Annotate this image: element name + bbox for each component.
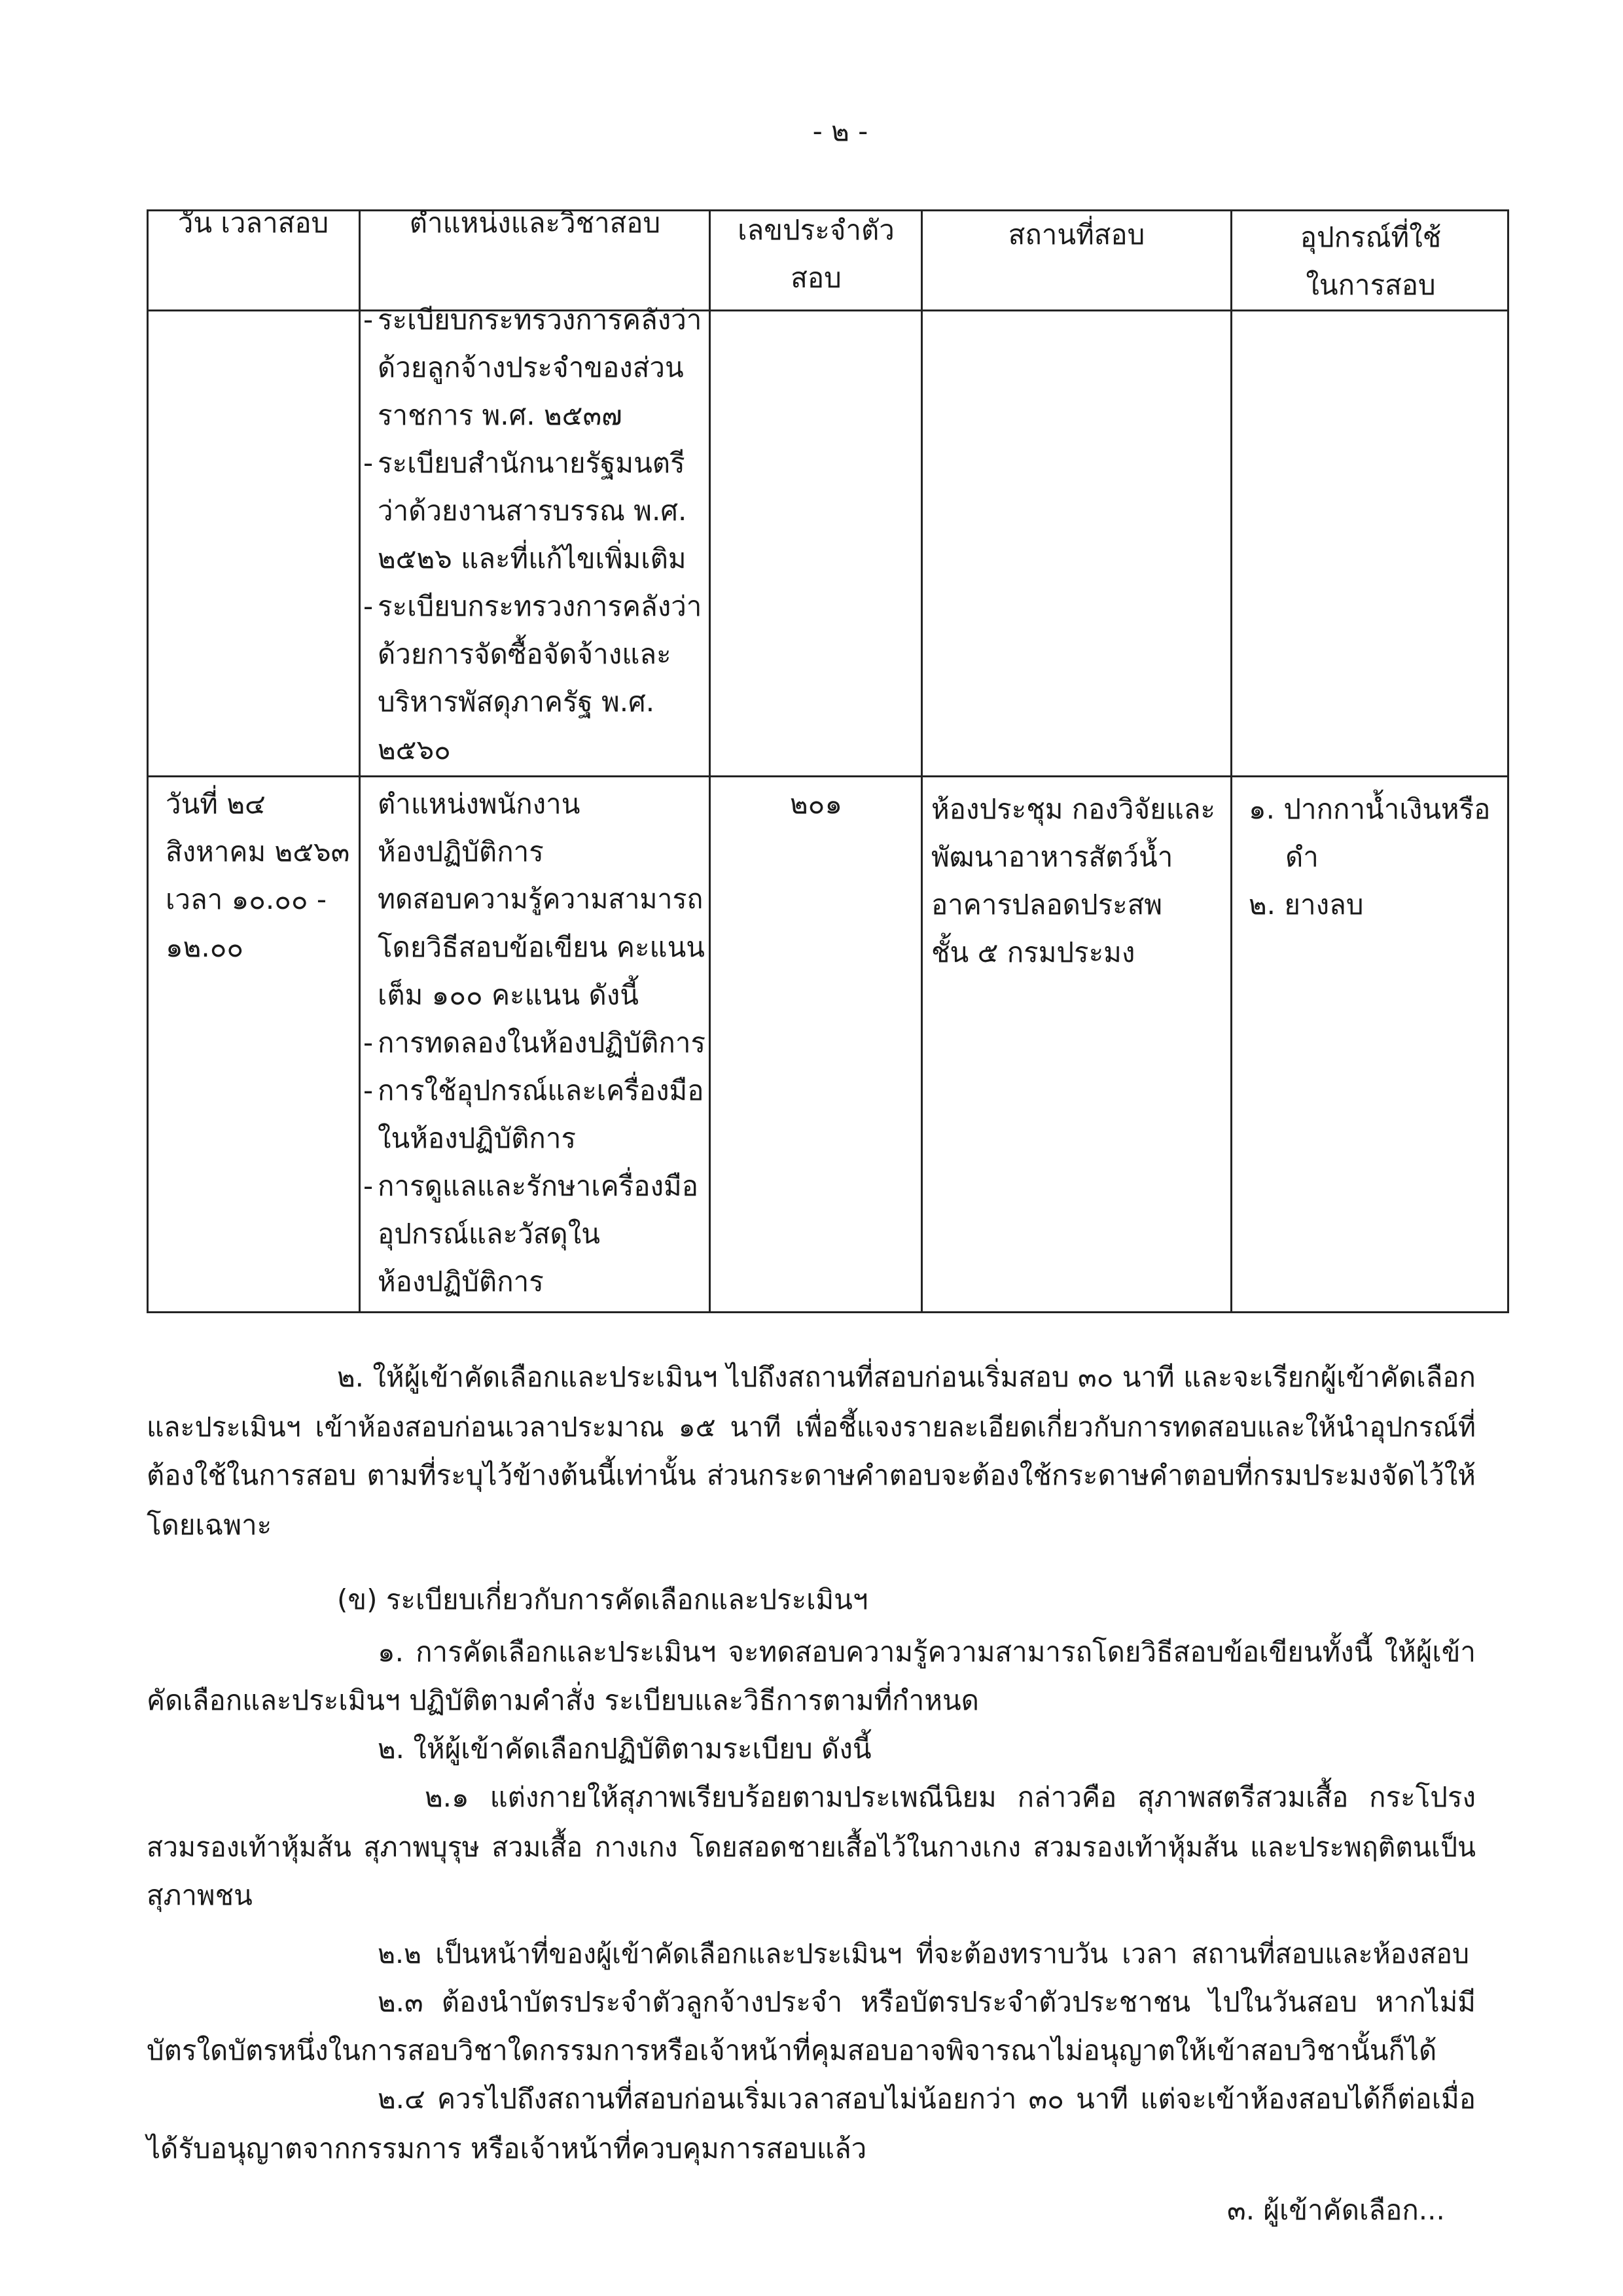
table-row-1-position-subject — [363, 296, 707, 773]
header-text: เลขประจำตัว — [738, 214, 895, 246]
subject-line — [363, 296, 707, 344]
dash-marker: - — [363, 590, 374, 622]
paragraph-line: ๒.๑ แต่งกายให้สุภาพเรียบร้อยตามประเพณีนิยม กล่าวคือ สุภาพสตรีสวมเสื้อ กระโปรง — [425, 1781, 1476, 1813]
equipment-line: ดำ — [1285, 841, 1319, 873]
table-header-position-subject — [360, 199, 710, 247]
subject-line: บริหารพัสดุภาครัฐ พ.ศ. — [378, 686, 655, 718]
equipment-line: ๑. ปากกาน้ำเงินหรือ — [1249, 793, 1491, 825]
table-column-divider — [709, 209, 711, 1313]
page-number: - ๒ - — [812, 115, 868, 147]
subject-line-text: การดูแลและรักษาเครื่องมือ — [378, 1170, 698, 1202]
venue-line: อาคารปลอดประสพ — [931, 889, 1163, 921]
subject-line: โดยวิธีสอบข้อเขียน คะแนน — [378, 931, 705, 963]
subject-line: เต็ม ๑๐๐ คะแนน ดังนี้ — [378, 979, 639, 1011]
table-row-2-position-subject — [363, 780, 707, 1305]
date-time-line: เวลา ๑๐.๐๐ - — [166, 883, 327, 915]
subject-line: ราชการ พ.ศ. ๒๕๓๗ — [378, 399, 622, 431]
subject-line — [363, 1067, 707, 1114]
venue-line: ห้องประชุม กองวิจัยและ — [931, 793, 1216, 825]
paragraph-line: ๒. ให้ผู้เข้าคัดเลือกและประเมินฯ ไปถึงสถานที่สอบก่อนเริ่มสอบ ๓๐ นาที และจะเรียกผู้เข้าคัดเลือก — [337, 1361, 1476, 1393]
table-row-2-venue — [931, 785, 1227, 976]
subject-line: ห้องปฏิบัติการ — [378, 836, 544, 868]
table-row-2-equipment — [1249, 785, 1504, 928]
paragraph-line: บัตรใดบัตรหนึ่งในการสอบวิชาใดกรรมการหรือเจ้าหน้าที่คุมสอบอาจพิจารณาไม่อนุญาตให้เข้าสอบวิชานั้นก็ได้ — [147, 2034, 1437, 2066]
subject-line: ตำแหน่งพนักงาน — [378, 788, 580, 820]
table-header-exam-id — [710, 206, 922, 302]
table-column-divider — [921, 209, 923, 1313]
paragraph-line: สวมรองเท้าหุ้มส้น สุภาพบุรุษ สวมเสื้อ กางเกง โดยสอดชายเสื้อไว้ในกางเกง สวมรองเท้าหุ้มส้น และประพฤติตนเป็น — [147, 1831, 1476, 1863]
paragraph-line: ๒. ให้ผู้เข้าคัดเลือกปฏิบัติตามระเบียบ ดังนี้ — [378, 1733, 872, 1765]
paragraph-line: ๒.๒ เป็นหน้าที่ของผู้เข้าคัดเลือกและประเมินฯ ที่จะต้องทราบวัน เวลา สถานที่สอบและห้องสอบ — [378, 1938, 1469, 1969]
dash-marker: - — [363, 1027, 374, 1059]
subject-line: ๒๕๖๐ — [378, 733, 451, 766]
subject-line-text: การใช้อุปกรณ์และเครื่องมือ — [378, 1074, 704, 1106]
paragraph-line: ๒.๓ ต้องนำบัตรประจำตัวลูกจ้างประจำ หรือบัตรประจำตัวประชาชน ไปในวันสอบ หากไม่มี — [378, 1986, 1476, 2018]
header-text: ตำแหน่งและวิชาสอบ — [409, 207, 661, 239]
table-border — [147, 209, 1509, 1313]
table-row-2-date-time — [166, 780, 355, 971]
paragraph-line: ต้องใช้ในการสอบ ตามที่ระบุไว้ข้างต้นนี้เท่านั้น ส่วนกระดาษคำตอบจะต้องใช้กระดาษคำตอบที่กรมประมงจัดไว้ให้ — [147, 1459, 1476, 1491]
date-time-line: วันที่ ๒๔ — [166, 788, 266, 820]
subject-line — [363, 1019, 707, 1067]
subject-line: ด้วยลูกจ้างประจำของส่วน — [378, 351, 684, 383]
header-text: สอบ — [791, 262, 842, 294]
subject-line — [363, 582, 707, 630]
dash-marker: - — [363, 447, 374, 479]
subject-line: ๒๕๒๖ และที่แก้ไขเพิ่มเติม — [378, 542, 687, 574]
venue-line: พัฒนาอาหารสัตว์น้ำ — [931, 841, 1173, 873]
subject-line — [363, 1162, 707, 1210]
table-row-2-exam-id — [710, 780, 922, 828]
subject-line — [363, 439, 707, 487]
subject-line: ห้องปฏิบัติการ — [378, 1265, 544, 1298]
header-text: วัน เวลาสอบ — [177, 207, 329, 239]
dash-marker: - — [363, 1170, 374, 1202]
date-time-line: สิงหาคม ๒๕๖๓ — [166, 836, 350, 868]
section-heading: (ข) ระเบียบเกี่ยวกับการคัดเลือกและประเมินฯ — [337, 1583, 868, 1616]
paragraph-line: โดยเฉพาะ — [147, 1509, 272, 1541]
table-header-divider — [147, 309, 1509, 311]
paragraph-line: ๑. การคัดเลือกและประเมินฯ จะทดสอบความรู้ความสามารถโดยวิธีสอบข้อเขียนทั้งนี้ ให้ผู้เข้า — [378, 1636, 1476, 1668]
table-header-equipment — [1232, 213, 1509, 309]
header-text: สถานที่สอบ — [1008, 219, 1145, 251]
date-time-line: ๑๒.๐๐ — [166, 931, 243, 963]
table-row-divider — [147, 775, 1509, 777]
exam-id-value: ๒๐๑ — [790, 788, 842, 820]
subject-line: ในห้องปฏิบัติการ — [378, 1122, 577, 1154]
dash-marker: - — [363, 304, 374, 336]
subject-line-text: การทดลองในห้องปฏิบัติการ — [378, 1027, 706, 1059]
paragraph-line: ๒.๔ ควรไปถึงสถานที่สอบก่อนเริ่มเวลาสอบไม่น้อยกว่า ๓๐ นาที แต่จะเข้าห้องสอบได้ก็ต่อเมื่อ — [378, 2083, 1476, 2115]
table-header-venue — [922, 211, 1231, 258]
subject-line: ทดสอบความรู้ความสามารถ — [378, 883, 704, 915]
equipment-line: ๒. ยางลบ — [1249, 889, 1364, 921]
venue-line: ชั้น ๕ กรมประมง — [931, 936, 1135, 968]
paragraph-line: ได้รับอนุญาตจากกรรมการ หรือเจ้าหน้าที่ควบคุมการสอบแล้ว — [147, 2132, 867, 2164]
paragraph-line: สุภาพชน — [147, 1879, 253, 1911]
header-text: อุปกรณ์ที่ใช้ — [1300, 221, 1442, 253]
header-text: ในการสอบ — [1306, 269, 1436, 301]
table-column-divider — [1230, 209, 1232, 1313]
subject-line: ว่าด้วยงานสารบรรณ พ.ศ. — [378, 495, 687, 527]
table-column-divider — [359, 209, 361, 1313]
paragraph-line: และประเมินฯ เข้าห้องสอบก่อนเวลาประมาณ ๑๕ นาที เพื่อชี้แจงรายละเอียดเกี่ยวกับการทดสอบและให้นำอุปกรณ์ที่ — [147, 1411, 1476, 1443]
table-header-date-time — [147, 199, 360, 247]
paragraph-line: คัดเลือกและประเมินฯ ปฏิบัติตามคำสั่ง ระเบียบและวิธีการตามที่กำหนด — [147, 1684, 979, 1716]
subject-line-text: ระเบียบกระทรวงการคลังว่า — [378, 304, 702, 336]
subject-line-text: ระเบียบกระทรวงการคลังว่า — [378, 590, 702, 622]
dash-marker: - — [363, 1074, 374, 1106]
subject-line: อุปกรณ์และวัสดุใน — [378, 1218, 600, 1250]
subject-line-text: ระเบียบสำนักนายรัฐมนตรี — [378, 447, 685, 479]
subject-line: ด้วยการจัดซื้อจัดจ้างและ — [378, 638, 671, 670]
continuation-note: ๓. ผู้เข้าคัดเลือก... — [1227, 2194, 1445, 2226]
